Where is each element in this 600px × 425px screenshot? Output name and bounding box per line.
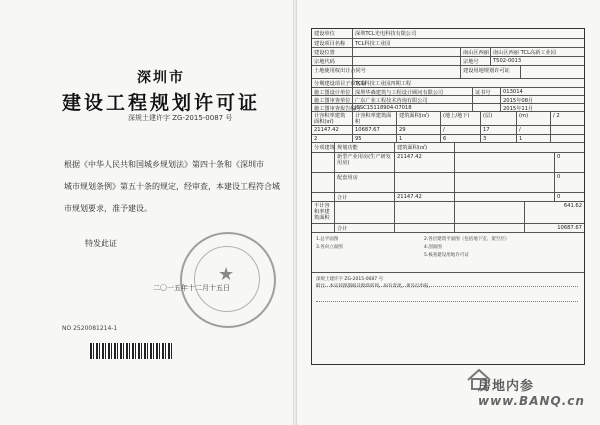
row-value: JSSC15118904-07018 (352, 104, 472, 112)
info-table (311, 28, 585, 365)
footer-line: 附注：本证按照图纸及附件所列，如有变更，须另行申报。 (316, 284, 433, 289)
func-head: 建筑面积(㎡) (394, 143, 454, 153)
nonfar-name (334, 202, 394, 224)
func-right: 0 (554, 173, 584, 193)
note-item: 2.各层建筑平面图（包括地下室、架空层） (424, 237, 510, 242)
row-value: TCL科技工业园四期工程 (352, 79, 584, 88)
row-value: 深圳TCL光电科技有限公司 (352, 29, 584, 38)
nonfar-area: 10687.67 (524, 224, 584, 233)
row-value-2: 2015年08月 (500, 96, 584, 104)
nonfar-mid (454, 202, 524, 224)
watermark-text: 房地内参 (478, 379, 535, 394)
area-head: (m) (516, 112, 550, 126)
body-line: 市规划要求，准予建设。 (64, 204, 152, 213)
func-right-total: 641.62 (524, 202, 584, 224)
row-label: 施工图审查报告编号 (314, 106, 361, 112)
note-item: 4.剖面图 (424, 245, 442, 250)
watermark-url: www.BANQ.cn (478, 394, 585, 408)
row-label: 宗地代码 (314, 59, 335, 65)
area-sub: 6 (440, 135, 480, 143)
row-label: 施工图审查单位 (314, 98, 351, 104)
row-value-2: 013014 (500, 88, 584, 96)
row-label: 施工图设计单位 (314, 90, 351, 96)
note-item: 1.总平面图 (316, 237, 339, 242)
row-label: 建设位置 (314, 50, 335, 56)
area-header-row (312, 111, 584, 126)
row-value: 广东广业工程技术咨询有限公司 (352, 96, 472, 104)
func-area: 21147.42 (394, 193, 454, 202)
table-row (312, 29, 584, 38)
func-area: 21147.42 (394, 153, 454, 173)
nonfar-label: 不计容积率建筑面积 (314, 203, 330, 221)
issued-text: 特发此证 (85, 239, 117, 248)
row-label-2: 南山区西丽 (460, 48, 490, 57)
func-mid (454, 153, 554, 173)
row-label-2: 证书号 (472, 88, 500, 96)
func-mid (454, 173, 554, 193)
row-label: 土地使用权出让合同号 (314, 68, 366, 74)
notes-row (312, 232, 584, 273)
row-value-2: 南山区西丽 TCL高新工业园 (490, 48, 584, 57)
row-label: 建设单位 (314, 31, 335, 37)
official-seal (180, 232, 276, 328)
func-area (394, 173, 454, 193)
row-label: 建设项目名称 (314, 41, 346, 47)
func-right: 0 (554, 153, 584, 173)
row-value-2: 2015年11月 (500, 104, 584, 112)
nonfar-area (394, 202, 454, 224)
nonfar-name: 合计 (334, 224, 394, 233)
area-value: 21147.42 (314, 127, 339, 133)
row-label: 分期建设项目子项名称 (314, 81, 366, 87)
area-sub: 3 (480, 135, 516, 143)
func-name: 配套用房 (334, 173, 394, 193)
permit-number: 深规土建许字 ZG-2015-0087 号 (128, 114, 233, 122)
area-value: 29 (396, 126, 440, 135)
table-row (312, 65, 584, 79)
area-sub: 1 (516, 135, 550, 143)
row-label-2: 建设用地规划许可证 (460, 66, 520, 79)
func-right: 0 (554, 193, 584, 202)
permit-title: 建设工程规划许可证 (61, 92, 260, 114)
func-label: 分项建筑 (314, 145, 335, 151)
nonfar-row (312, 201, 584, 224)
left-page (30, 0, 292, 425)
area-sub: 1 (396, 135, 440, 143)
body-line: 根据《中华人民共和国城乡规划法》第四十条和《深圳市 (64, 160, 264, 169)
area-head: 计容积率建筑面积 (352, 112, 396, 126)
area-value: / (516, 126, 550, 135)
row-label-2: 宗地号 (460, 57, 490, 66)
func-name: 合计 (334, 193, 394, 202)
row-value-2: T502-0013 (490, 57, 584, 66)
area-value: 10687.67 (352, 126, 396, 135)
city-heading: 深圳市 (137, 70, 185, 86)
func-row (312, 172, 584, 193)
note-item: 5.核查建设用地许可证 (424, 253, 469, 258)
area-value: 17 (480, 126, 516, 135)
issue-date: 二〇一五年十二月十五日 (153, 284, 230, 292)
area-head: 计容积率建筑面积(㎡) (314, 113, 346, 125)
area-head: 建筑面积(㎡) (396, 112, 440, 126)
row-value: TCL科技工业园 (352, 39, 584, 48)
permit-body (64, 154, 300, 220)
row-value: 深圳华森建筑与工程设计顾问有限公司 (352, 88, 472, 96)
func-head: 规划功能 (334, 143, 394, 153)
func-row (312, 152, 584, 173)
body-line: 城市规划条例》第五十条的规定，经审查，本建设工程符合城 (64, 182, 280, 191)
area-right: / 2 (550, 112, 584, 126)
barcode-stamp (90, 343, 172, 359)
serial-number: NO 2520081214-1 (62, 325, 118, 332)
func-side (312, 153, 334, 173)
dotted-divider (316, 286, 578, 302)
footer-line: 深规土建许字 ZG-2015-0087 号 (316, 277, 384, 282)
area-head: (地上/地下) (440, 112, 480, 126)
func-name: 新型产业用房(生产研发用房) (334, 153, 394, 173)
func-side (312, 173, 334, 193)
area-head: (层) (480, 112, 516, 126)
area-sub: 2 (314, 136, 318, 142)
note-item: 3.各向立面图 (316, 245, 343, 250)
area-value: / (440, 126, 480, 135)
area-sub: 95 (352, 135, 396, 143)
star-icon: ★ (218, 264, 235, 285)
